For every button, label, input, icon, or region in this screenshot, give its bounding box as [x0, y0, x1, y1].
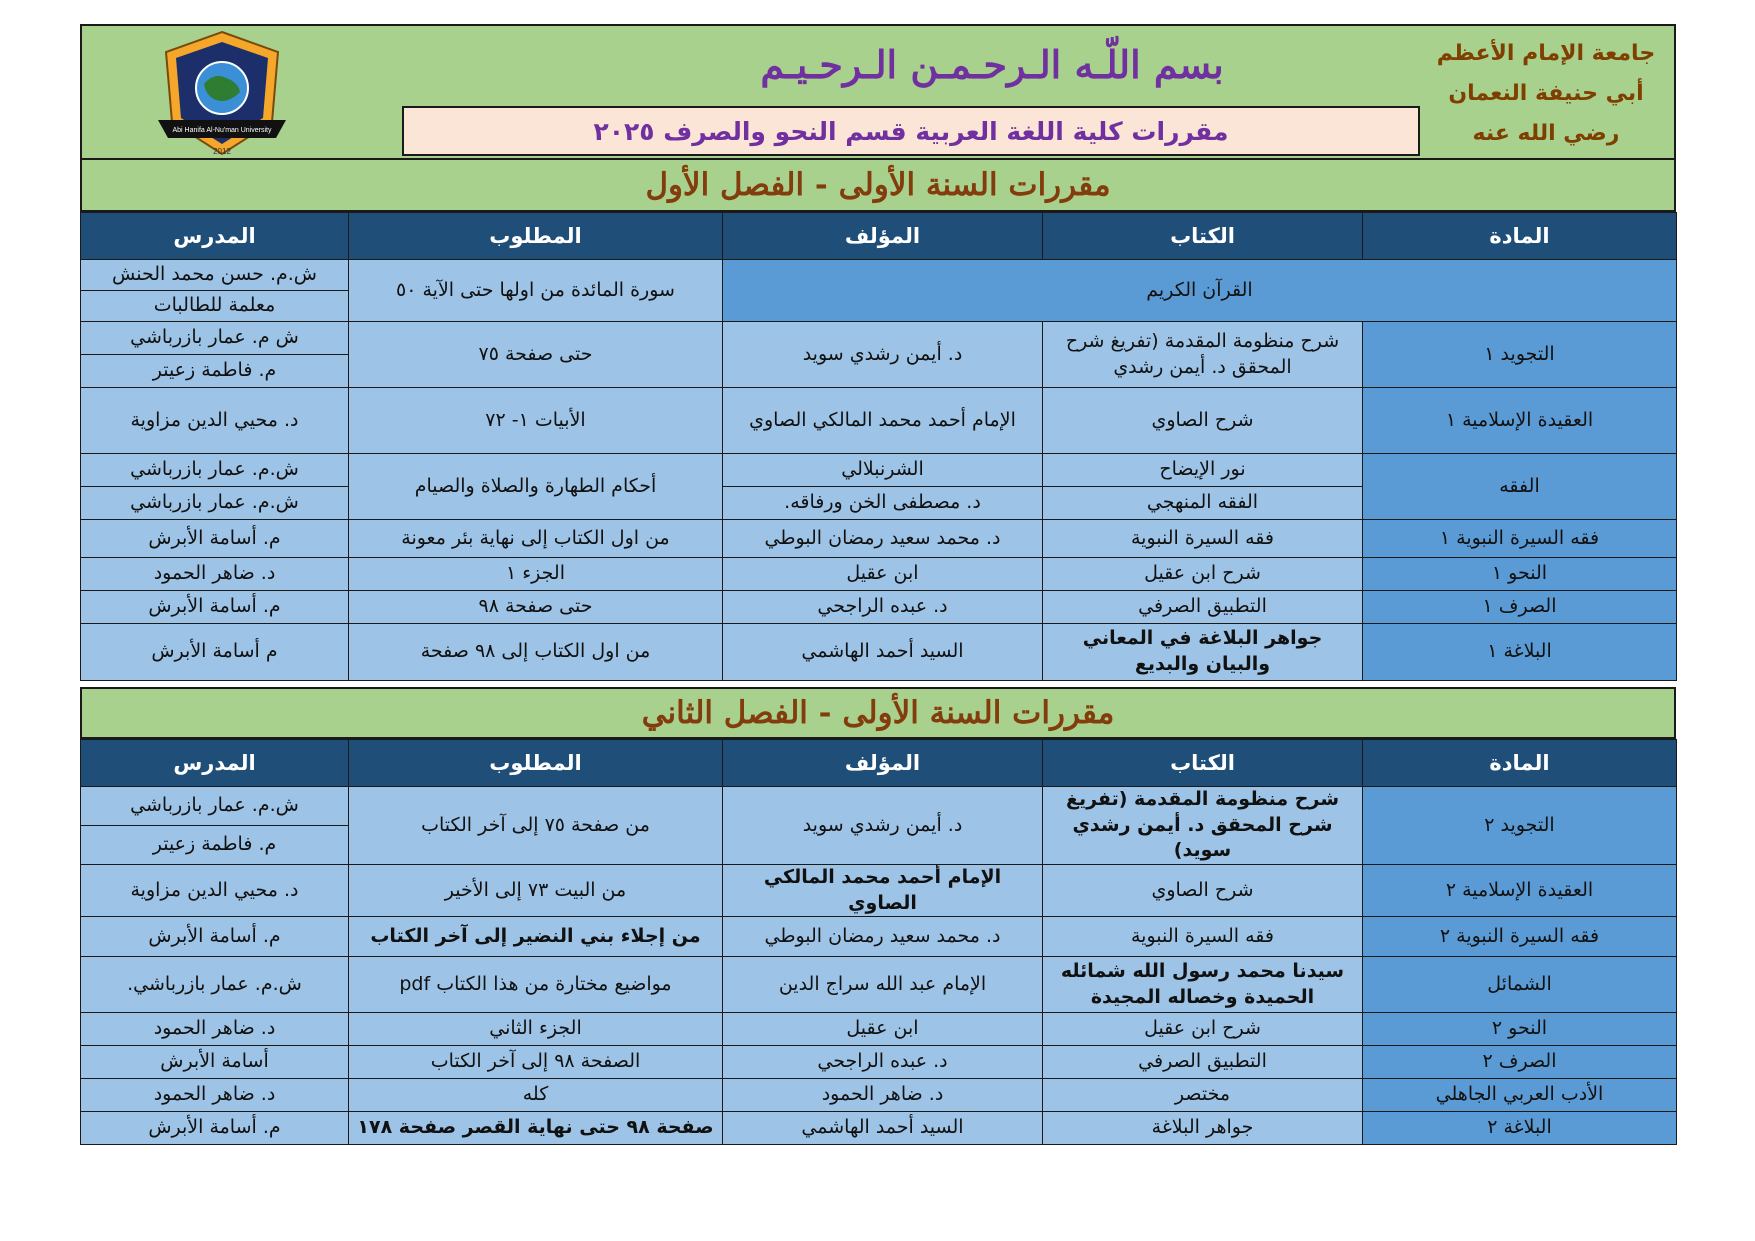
table-row	[81, 520, 1677, 558]
university-name	[1418, 34, 1674, 154]
author-cell: د. عبده الراجحي	[723, 591, 1043, 624]
book-cell: الفقه المنهجي	[1043, 487, 1363, 520]
col-header-author: المؤلف	[723, 740, 1043, 787]
table-row	[81, 1079, 1677, 1112]
requirement-cell: مواضيع مختارة من هذا الكتاب pdf	[349, 957, 723, 1013]
author-cell: الإمام أحمد محمد المالكي الصاوي	[723, 388, 1043, 454]
author-cell: السيد أحمد الهاشمي	[723, 1112, 1043, 1145]
requirement-cell: الأبيات ١- ٧٢	[349, 388, 723, 454]
author-cell: د. محمد سعيد رمضان البوطي	[723, 917, 1043, 957]
teacher-cell: ش.م. عمار بازرباشي	[81, 487, 349, 520]
svg-text:Abi Hanifa Al-Nu'man Universit: Abi Hanifa Al-Nu'man University	[172, 127, 272, 134]
table-row	[81, 388, 1677, 454]
subject-cell: النحو ٢	[1363, 1013, 1677, 1046]
book-cell: القرآن الكريم	[723, 260, 1677, 322]
table-row	[81, 1112, 1677, 1145]
subject-cell: فقه السيرة النبوية ١	[1363, 520, 1677, 558]
author-cell: ابن عقيل	[723, 1013, 1043, 1046]
table-row	[81, 1013, 1677, 1046]
col-header-book: الكتاب	[1043, 213, 1363, 260]
teacher-cell: ش.م. حسن محمد الحنش	[81, 260, 349, 291]
book-cell: شرح منظومة المقدمة (تفريغ شرح المحقق د. أيمن رشدي سويد)	[1043, 787, 1363, 865]
teacher-cell: م. أسامة الأبرش	[81, 917, 349, 957]
author-cell: د. أيمن رشدي سويد	[723, 322, 1043, 388]
subject-cell: التجويد ٢	[1363, 787, 1677, 865]
col-header-author: المؤلف	[723, 213, 1043, 260]
semester-2-table	[80, 739, 1677, 1145]
table-row	[81, 917, 1677, 957]
col-header-requirement: المطلوب	[349, 740, 723, 787]
table-row	[81, 260, 1677, 291]
col-header-teacher: المدرس	[81, 213, 349, 260]
book-cell: فقه السيرة النبوية	[1043, 917, 1363, 957]
requirement-cell: من إجلاء بني النضير إلى آخر الكتاب	[349, 917, 723, 957]
table-row	[81, 322, 1677, 355]
teacher-cell: د. ضاهر الحمود	[81, 1079, 349, 1112]
teacher-cell: م. أسامة الأبرش	[81, 520, 349, 558]
requirement-cell: من صفحة ٧٥ إلى آخر الكتاب	[349, 787, 723, 865]
col-header-book: الكتاب	[1043, 740, 1363, 787]
teacher-cell: د. محيي الدين مزاوية	[81, 864, 349, 916]
table-row	[81, 864, 1677, 916]
course-schedule-page	[80, 24, 1676, 1145]
teacher-cell: ش.م. عمار بازرباشي	[81, 454, 349, 487]
table-row	[81, 624, 1677, 681]
col-header-teacher: المدرس	[81, 740, 349, 787]
teacher-cell: م. أسامة الأبرش	[81, 1112, 349, 1145]
book-cell: شرح ابن عقيل	[1043, 1013, 1363, 1046]
page-subtitle: مقررات كلية اللغة العربية قسم النحو والصرف ٢٠٢٥	[402, 106, 1420, 156]
book-cell: سيدنا محمد رسول الله شمائله الحميدة وخصاله المجيدة	[1043, 957, 1363, 1013]
requirement-cell: الجزء الثاني	[349, 1013, 723, 1046]
requirement-cell: أحكام الطهارة والصلاة والصيام	[349, 454, 723, 520]
subject-cell: النحو ١	[1363, 558, 1677, 591]
semester-1-table	[80, 212, 1677, 681]
page-header	[80, 24, 1676, 160]
book-cell: التطبيق الصرفي	[1043, 1046, 1363, 1079]
table-row	[81, 1046, 1677, 1079]
university-logo-icon	[152, 26, 292, 162]
teacher-cell: م. فاطمة زعيتر	[81, 355, 349, 388]
svg-text:2012: 2012	[213, 147, 231, 156]
teacher-cell: ش.م. عمار بازرباشي.	[81, 957, 349, 1013]
author-cell: د. أيمن رشدي سويد	[723, 787, 1043, 865]
table-row	[81, 787, 1677, 826]
teacher-cell: م أسامة الأبرش	[81, 624, 349, 681]
author-cell: الشرنبلالي	[723, 454, 1043, 487]
book-cell: شرح الصاوي	[1043, 388, 1363, 454]
author-cell: ابن عقيل	[723, 558, 1043, 591]
basmala: بسم اللّـه الـرحـمـن الـرحـيـم	[760, 42, 1224, 87]
book-cell: نور الإيضاح	[1043, 454, 1363, 487]
subject-cell: التجويد ١	[1363, 322, 1677, 388]
subject-cell: الأدب العربي الجاهلي	[1363, 1079, 1677, 1112]
requirement-cell: الجزء ١	[349, 558, 723, 591]
author-cell: د. مصطفى الخن ورفاقه.	[723, 487, 1043, 520]
col-header-requirement: المطلوب	[349, 213, 723, 260]
book-cell: جواهر البلاغة	[1043, 1112, 1363, 1145]
university-line: جامعة الإمام الأعظم	[1436, 41, 1656, 66]
requirement-cell: حتى صفحة ٩٨	[349, 591, 723, 624]
university-line: أبي حنيفة النعمان	[1448, 81, 1644, 106]
subject-cell: العقيدة الإسلامية ٢	[1363, 864, 1677, 916]
teacher-cell: أسامة الأبرش	[81, 1046, 349, 1079]
teacher-cell: م. أسامة الأبرش	[81, 591, 349, 624]
subject-cell: الصرف ١	[1363, 591, 1677, 624]
requirement-cell: حتى صفحة ٧٥	[349, 322, 723, 388]
table-row	[81, 591, 1677, 624]
requirement-cell: الصفحة ٩٨ إلى آخر الكتاب	[349, 1046, 723, 1079]
teacher-cell: د. محيي الدين مزاوية	[81, 388, 349, 454]
requirement-cell: من اول الكتاب إلى ٩٨ صفحة	[349, 624, 723, 681]
author-cell: د. ضاهر الحمود	[723, 1079, 1043, 1112]
book-cell: فقه السيرة النبوية	[1043, 520, 1363, 558]
table-row	[81, 454, 1677, 487]
subject-cell: الفقه	[1363, 454, 1677, 520]
col-header-subject: المادة	[1363, 740, 1677, 787]
subject-cell: البلاغة ١	[1363, 624, 1677, 681]
subject-cell: البلاغة ٢	[1363, 1112, 1677, 1145]
author-cell: د. عبده الراجحي	[723, 1046, 1043, 1079]
subject-cell: الصرف ٢	[1363, 1046, 1677, 1079]
requirement-cell: كله	[349, 1079, 723, 1112]
book-cell: جواهر البلاغة في المعاني والبيان والبديع	[1043, 624, 1363, 681]
subject-cell: فقه السيرة النبوية ٢	[1363, 917, 1677, 957]
book-cell: شرح الصاوي	[1043, 864, 1363, 916]
teacher-cell: ش.م. عمار بازرباشي	[81, 787, 349, 826]
teacher-cell: د. ضاهر الحمود	[81, 1013, 349, 1046]
requirement-cell: صفحة ٩٨ حتى نهاية القصر صفحة ١٧٨	[349, 1112, 723, 1145]
subject-cell: الشمائل	[1363, 957, 1677, 1013]
teacher-cell: ش م. عمار بازرباشي	[81, 322, 349, 355]
book-cell: شرح ابن عقيل	[1043, 558, 1363, 591]
requirement-cell: من البيت ٧٣ إلى الأخير	[349, 864, 723, 916]
col-header-subject: المادة	[1363, 213, 1677, 260]
author-cell: السيد أحمد الهاشمي	[723, 624, 1043, 681]
book-cell: مختصر	[1043, 1079, 1363, 1112]
semester-1-title: مقررات السنة الأولى - الفصل الأول	[80, 160, 1676, 212]
author-cell: د. محمد سعيد رمضان البوطي	[723, 520, 1043, 558]
university-line: رضي الله عنه	[1472, 121, 1620, 146]
teacher-cell: م. فاطمة زعيتر	[81, 825, 349, 864]
table-row	[81, 957, 1677, 1013]
requirement-cell: من اول الكتاب إلى نهاية بئر معونة	[349, 520, 723, 558]
table-header-row	[81, 740, 1677, 787]
author-cell: الإمام عبد الله سراج الدين	[723, 957, 1043, 1013]
table-row	[81, 558, 1677, 591]
table-header-row	[81, 213, 1677, 260]
teacher-cell: د. ضاهر الحمود	[81, 558, 349, 591]
subject-cell: العقيدة الإسلامية ١	[1363, 388, 1677, 454]
requirement-cell: سورة المائدة من اولها حتى الآية ٥٠	[349, 260, 723, 322]
book-cell: التطبيق الصرفي	[1043, 591, 1363, 624]
book-cell: شرح منظومة المقدمة (تفريغ شرح المحقق د. أيمن رشدي	[1043, 322, 1363, 388]
semester-2-title: مقررات السنة الأولى - الفصل الثاني	[80, 687, 1676, 739]
teacher-cell: معلمة للطالبات	[81, 291, 349, 322]
author-cell: الإمام أحمد محمد المالكي الصاوي	[723, 864, 1043, 916]
